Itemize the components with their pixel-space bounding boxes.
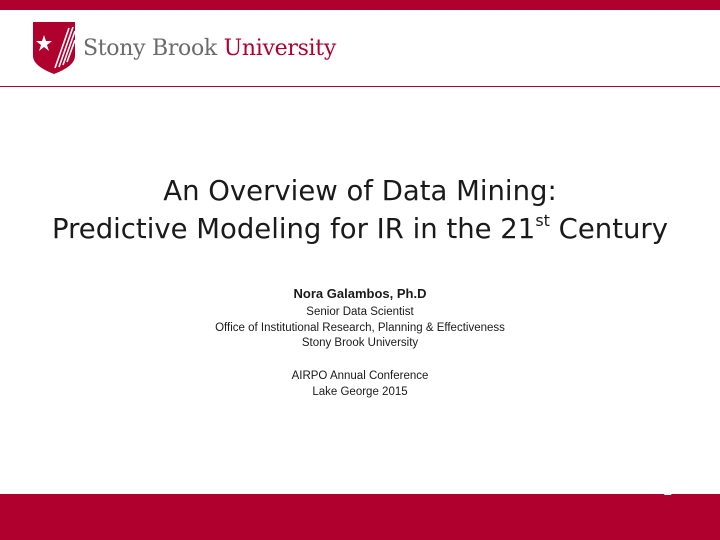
title-line-2-suffix: Century <box>549 213 669 245</box>
title-line-1: An Overview of Data Mining: <box>163 175 557 207</box>
author-office: Office of Institutional Research, Planning & Effectiveness <box>215 321 505 334</box>
university-logo <box>33 22 336 74</box>
author-name: Nora Galambos, Ph.D <box>293 286 427 301</box>
title-superscript: st <box>535 211 550 230</box>
wordmark-university: University <box>223 35 336 61</box>
conference-name: AIRPO Annual Conference <box>291 370 429 382</box>
conference-info <box>0 369 720 400</box>
slide-title <box>0 172 720 248</box>
author-affiliation <box>0 305 720 352</box>
header-divider <box>0 86 720 87</box>
slide-number: 1 <box>663 482 672 499</box>
top-accent-bar <box>0 0 720 10</box>
author-role: Senior Data Scientist <box>306 306 414 318</box>
footer-bar <box>0 494 720 540</box>
star-shield-icon <box>33 22 75 74</box>
wordmark-stony-brook: Stony Brook <box>83 35 224 61</box>
title-line-2-prefix: Predictive Modeling for IR in the 21 <box>51 213 536 245</box>
title-line-2 <box>0 210 720 248</box>
university-wordmark <box>83 36 336 61</box>
author-university: Stony Brook University <box>301 337 419 349</box>
conference-location: Lake George 2015 <box>312 385 408 398</box>
